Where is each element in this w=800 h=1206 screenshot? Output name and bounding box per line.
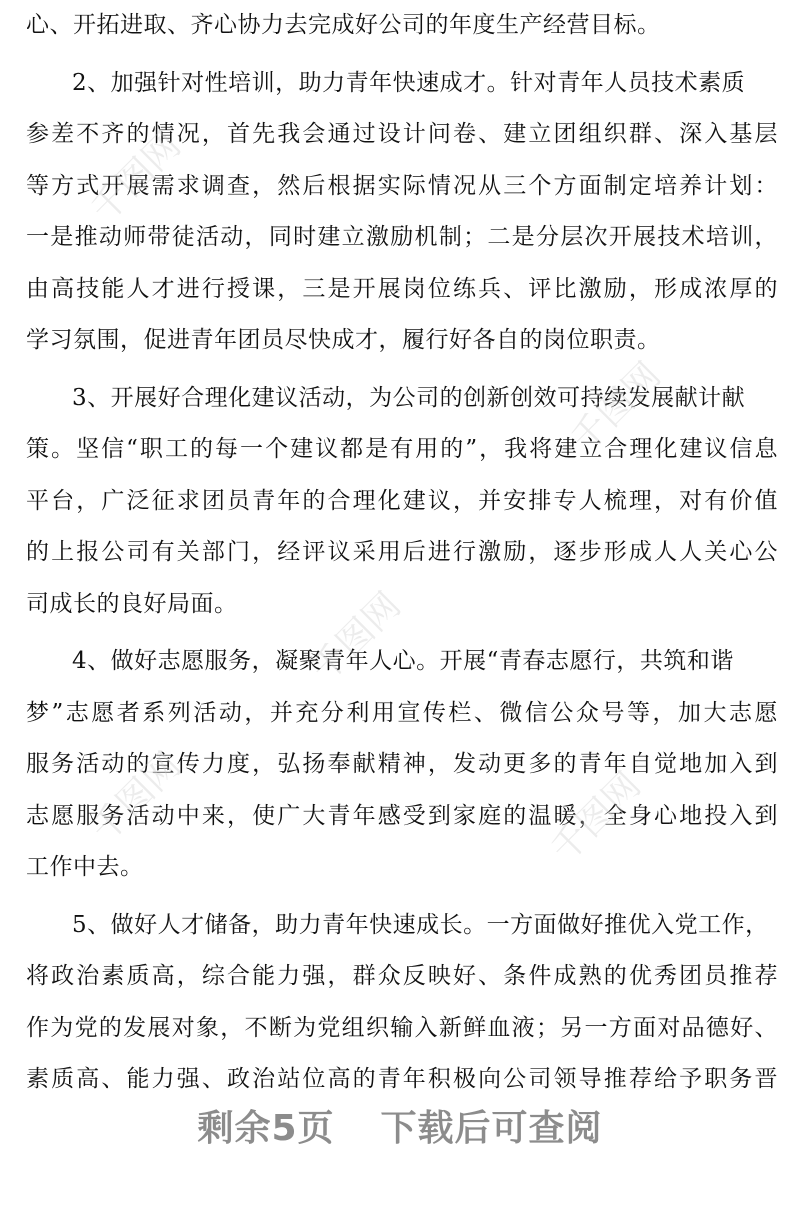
text-line: 司成长的良好局面。 (26, 590, 238, 617)
paragraph-continuation (26, 0, 778, 52)
text-line: 素质高、能力强、政治站位高的青年积极向公司领导推荐给予职务晋 (26, 1066, 778, 1092)
text-line: 3、开展好合理化建议活动，为公司的创新创效可持续发展献计献 (72, 384, 746, 411)
text-line: 由高技能人才进行授课，三是开展岗位练兵、评比激励，形成浓厚的 (26, 275, 778, 302)
text-line: 5、做好人才储备，助力青年快速成长。一方面做好推优入党工作， (72, 911, 769, 938)
text-line: 2、加强针对性培训，助力青年快速成才。针对青年人员技术素质 (72, 69, 746, 96)
text-line: 梦”志愿者系列活动，并充分利用宣传栏、微信公众号等，加大志愿 (26, 699, 778, 726)
watermark: 千图网 (83, 124, 189, 231)
text-line: 服务活动的宣传力度，弘扬奉献精神，发动更多的青年自觉地加入到 (26, 751, 778, 777)
watermark: 千图网 (563, 354, 669, 461)
text-line: 策。坚信“职工的每一个建议都是有用的”，我将建立合理化建议信息 (26, 436, 778, 462)
watermark: 千图网 (83, 744, 189, 851)
text-line: 工作中去。 (26, 854, 144, 880)
document-body (26, 0, 778, 1106)
text-line: 志愿服务活动中来，使广大青年感受到家庭的温暖，全身心地投入到 (26, 802, 778, 829)
text-line: 学习氛围，促进青年团员尽快成才，履行好各自的岗位职责。 (26, 327, 661, 353)
text-line: 将政治素质高，综合能力强，群众反映好、条件成熟的优秀团员推荐 (26, 963, 778, 989)
download-banner[interactable] (0, 1100, 800, 1151)
text-line: 一是推动师带徒活动，同时建立激励机制；二是分层次开展技术培训， (26, 224, 778, 250)
download-hint-label: 下载后可查阅 (380, 1108, 603, 1149)
watermark: 千图网 (303, 584, 409, 691)
text-line: 的上报公司有关部门，经评议采用后进行激励，逐步形成人人关心公 (26, 539, 778, 565)
paragraph-volunteer (26, 636, 778, 894)
text-line: 参差不齐的情况，首先我会通过设计问卷、建立团组织群、深入基层 (26, 121, 778, 147)
paragraph-suggestions (26, 373, 778, 631)
watermark: 千图网 (543, 764, 649, 871)
paragraph-training (26, 58, 778, 367)
text-line: 心、开拓进取、齐心协力去完成好公司的年度生产经营目标。 (26, 12, 661, 38)
text-line: 平台，广泛征求团员青年的合理化建议，并安排专人梳理，对有价值 (26, 487, 778, 514)
text-line: 等方式开展需求调查，然后根据实际情况从三个方面制定培养计划： (26, 172, 778, 199)
text-line: 4、做好志愿服务，凝聚青年人心。开展“青春志愿行，共筑和谐 (72, 648, 734, 674)
paragraph-talent-reserve (26, 900, 778, 1106)
remaining-pages-label: 剩余5页 (197, 1108, 335, 1149)
text-line: 作为党的发展对象，不断为党组织输入新鲜血液；另一方面对品德好、 (26, 1014, 778, 1041)
